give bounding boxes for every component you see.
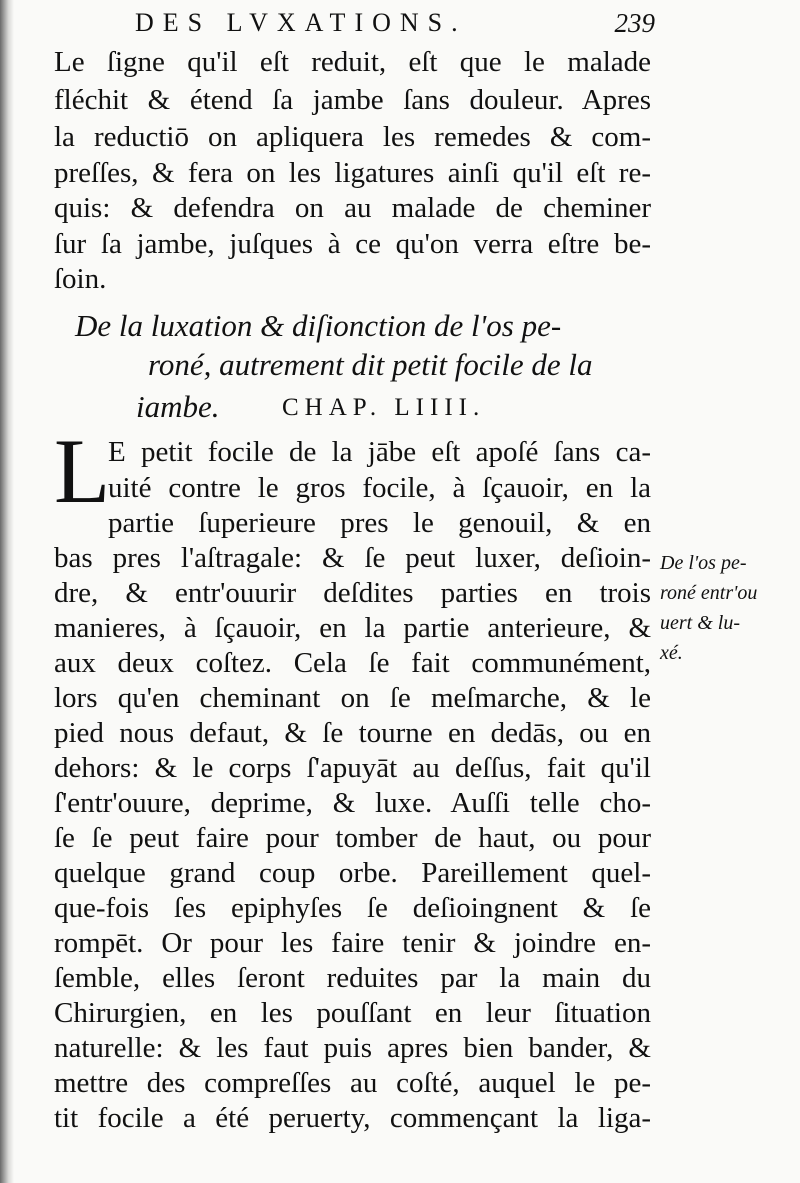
text-line: quelque grand coup orbe. Pareillement quel-	[54, 857, 651, 889]
text-line: naturelle: & les faut puis apres bien bander, &	[54, 1032, 651, 1064]
text-line: aux deux coſtez. Cela ſe fait communément,	[54, 647, 651, 679]
text-line: Chirurgien, en les pouſſant en leur ſituation	[54, 997, 651, 1029]
text-line: pied nous defaut, & ſe tourne en dedās, ou en	[54, 717, 651, 749]
drop-cap: L	[54, 420, 111, 522]
text-line: quis: & defendra on au malade de cheminer	[54, 192, 651, 224]
chapter-heading-line: roné, autrement dit petit focile de la	[148, 347, 593, 382]
text-line: uité contre le gros focile, à ſçauoir, en la	[108, 472, 651, 504]
text-line: que-fois ſes epiphyſes ſe deſioingnent & ſe	[54, 892, 651, 924]
text-line: preſſes, & fera on les ligatures ainſi qu'il eſt re-	[54, 157, 651, 189]
running-head-title: DES LVXATIONS.	[135, 8, 467, 37]
text-line: Le ſigne qu'il eſt reduit, eſt que le malade	[54, 46, 651, 78]
chapter-label: CHAP. LIIII.	[282, 394, 486, 421]
text-line: ſur ſa jambe, juſques à ce qu'on verra eſtre be-	[54, 228, 651, 260]
page-number: 239	[614, 8, 655, 38]
text-line: bas pres l'aſtragale: & ſe peut luxer, deſioin-	[54, 542, 651, 574]
text-line: ſoin.	[54, 263, 107, 295]
running-head	[135, 8, 655, 44]
margin-note-line: uert & lu-	[660, 612, 740, 634]
text-line: manieres, à ſçauoir, en la partie anterieure, &	[54, 612, 651, 644]
text-line: mettre des compreſſes au coſté, auquel le pe-	[54, 1067, 651, 1099]
text-line: tit focile a été peruerty, commençant la liga-	[54, 1102, 651, 1134]
chapter-heading-line: De la luxation & diſionction de l'os pe-	[75, 308, 562, 343]
text-line: la reductiō on apliquera les remedes & com-	[54, 121, 651, 153]
text-line: ſemble, elles ſeront reduites par la main du	[54, 962, 651, 994]
text-line: dre, & entr'ouurir deſdites parties en trois	[54, 577, 651, 609]
margin-note-line: roné entr'ou	[660, 582, 758, 604]
text-line: partie ſuperieure pres le genouil, & en	[108, 507, 651, 539]
text-line: dehors: & le corps ſ'apuyāt au deſſus, fait qu'il	[54, 752, 651, 784]
gutter-shadow	[0, 0, 14, 1183]
text-line: ſ'entr'ouure, deprime, & luxe. Auſſi telle cho-	[54, 787, 651, 819]
text-line: lors qu'en cheminant on ſe meſmarche, & le	[54, 682, 651, 714]
margin-note-line: xé.	[660, 642, 683, 664]
margin-note-line: De l'os pe-	[660, 552, 747, 574]
chapter-heading-line: iambe.	[136, 389, 220, 424]
text-line: ſe ſe peut faire pour tomber de haut, ou pour	[54, 822, 651, 854]
text-line: fléchit & étend ſa jambe ſans douleur. Apres	[54, 84, 651, 116]
text-line: rompēt. Or pour les faire tenir & joindre en-	[54, 927, 651, 959]
text-line: E petit focile de la jābe eſt apoſé ſans ca-	[108, 436, 651, 468]
